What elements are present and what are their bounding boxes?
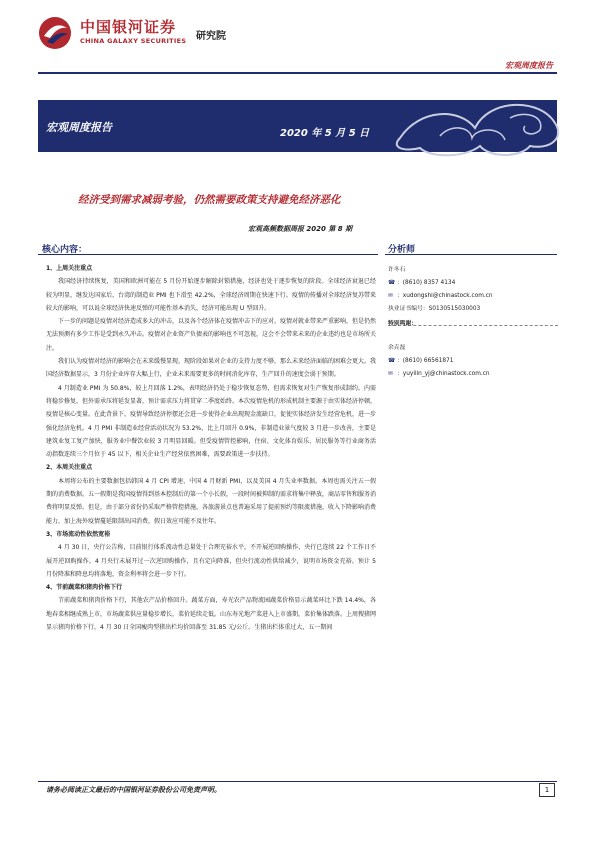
institute-label: 研究院 <box>196 31 226 42</box>
paragraph: 下一步的问题是疫情对经济造成多大的冲击，以及各个经济体在疫情冲击下的应对。疫情对就业带来严重影响，但是仍然无法预测有多少工作是受到永久冲击。疫情对企业资产负债表的影响也不可忽视，这会不会带来未来的企业违约也是市场所关注。 <box>46 318 377 352</box>
banner-title: 宏观周度报告 <box>46 121 112 134</box>
thanks-block <box>388 318 558 331</box>
contact-phone-row <box>388 355 558 368</box>
email-icon: ✉ <box>388 371 393 377</box>
section-heading: 3、市场流动性依然宽裕 <box>46 530 111 538</box>
paragraph: 我国经济持续恢复，美国和欧洲可能在 5 月份开始逐步解除封锁措施，经济也处于逐步恢复的阶段。全球经济衰退已经较为明显，继发达国家后，台湾的制造业 PMI 也下滑至 42.2%，全球经济周期在快速下行。疫情的传播对全球经济复苏带来较大的影响，可以说全球经济快速反弹的可能性基本消失，经济可能出现 U 型回升。 <box>46 278 376 312</box>
report-headline: 经济受到需求减弱考验，仍然需要政策支持避免经济恶化 <box>78 194 341 206</box>
contact-email[interactable]: ：yuyilin_yj@chinastock.com.cn <box>397 371 490 377</box>
analyst-email-row <box>388 290 558 303</box>
cert-number: S0130515030003 <box>428 306 481 312</box>
analyst-cert-row <box>388 303 558 316</box>
email-icon: ✉ <box>388 293 393 299</box>
core-content-title: 核心内容： <box>42 245 88 255</box>
analyst-title: 分析师 <box>388 245 416 255</box>
phone-icon: ☎ <box>388 358 396 364</box>
report-subtitle: 宏观高频数据周报 2020 第 8 期 <box>248 225 353 233</box>
analyst-email[interactable]: ：xudongshi@chinastock.com.cn <box>397 293 493 299</box>
analyst-phone-row <box>388 277 558 290</box>
analyst-block <box>388 264 558 316</box>
paragraph: 节前蔬菜和猪肉价格下行，其他农产品价格回升。蔬菜方面，寿光农产品物流园蔬菜价格显示蔬菜环比下跌 14.4%，各地春菜相继成熟上市，市场蔬菜供应量稳步增长，菜价延续走低。山东寿光地产菜进入上市盛期，菜价集体跌落。上周搜猪网显示猪肉价格下行，4 月 30 日全国瘦肉型猪出栏均价回落至 31.85 元/公斤。生猪出栏体重过大，五一期间 <box>46 597 377 632</box>
paragraph: 我们认为疫情对经济的影响会在未来缓慢显现，现阶段如果对企业的支持力度不够，那么未来经济面临的困难会更大。我国经济数据显示，3 月份企业库存大幅上行，企业未来需要更多的时间消化库存，生产回升的速度会弱于预期。 <box>46 358 377 379</box>
galaxy-logo-icon <box>38 16 72 50</box>
cert-label: 执业证书编号： <box>388 306 429 312</box>
disclaimer: 请务必阅读正文最后的中国银河证券股份公司免责声明。 <box>46 786 221 794</box>
footer-rule <box>38 781 557 782</box>
cloud-ornament-icon <box>380 88 570 168</box>
analyst-phone: ：(8610) 8357 4134 <box>397 280 456 286</box>
contact-phone: ：(8610) 66561871 <box>397 358 454 364</box>
section-heading: 4、节前蔬菜和猪肉价格下行 <box>46 584 123 592</box>
section-heading: 2、本周关注重点 <box>46 464 93 472</box>
doc-type-label: 宏观周度报告 <box>505 61 553 70</box>
contact-name: 余垚磊 <box>388 345 406 351</box>
thanks-title: 特别鸣谢： <box>388 321 417 327</box>
core-rule <box>38 254 378 255</box>
analyst-rule <box>385 254 557 255</box>
paragraph: 4 月制造业 PMI 为 50.8%，较上月回落 1.2%，表明经济仍处于稳步恢复态势，但需求恢复对生产恢复形成制约。内需将稳步修复，但外需承压将延发显著，预计需求压力将贯穿二季度始终。本次疫情危机的形成机制主要源于由实体经济停顿，疫情是核心变量。在此背景下，疫情导致经济停摆还会进一步使得企业出现现金流缺口，促使实体经济发生经营危机，进一步强化经济危机。4 月 PMI 非制造业经营活动状况为 53.2%，比上月回升 0.9%，非制造业景气度较 3 月进一步改善，主要是建筑业复工复产加快，服务业中餐饮业较 3 月明显回暖。但受疫情管控影响，住宿、文化体育娱乐、居民服务等行业商务活动指数连续三个月位于 45 以下，相关企业生产经营依然困难，需要政策进一步扶持。 <box>46 384 377 459</box>
logo-cn: 中国银河证券 <box>80 18 177 36</box>
analyst-name: 许冬石 <box>388 267 406 273</box>
core-content <box>46 262 376 634</box>
page-number: 1 <box>539 783 555 797</box>
logo-en: CHINA GALAXY SECURITIES <box>80 37 187 45</box>
paragraph: 本周将公布的主要数据包括韩国 4 月 CPI 增速、中国 4 月财新 PMI，以及美国 4 月失业率数据。本周也需关注五一假期的消费数据。五一假期是我国疫情得到基本控制后的第一个小长假，一段时间被抑制的需求将集中释放，商品零售和服务消费将明显反弹。但是，由于部分省份仍采取严格管控措施，各旅游景点也普遍采用了提前预约等限流措施，收入下降影响消费能力，加上海外疫情蔓延限制出国消费，假日效应可能不及往年。 <box>46 477 377 525</box>
report-date: 2020 年 5 月 5 日 <box>280 128 370 139</box>
paragraph: 4 月 30 日，央行公告称，目前银行体系流动性总量处于合理充裕水平，不开展逆回购操作，央行已连续 22 个工作日不展开逆回购操作。4 月央行未展开过一次逆回购操作，且有定向降准，但央行流动性供给减少，说明市场资金充裕。预计 5 月份降准和降息均将落地，资金利率将会进一步下行。 <box>46 544 376 578</box>
phone-icon: ☎ <box>388 280 396 286</box>
section-heading: 1、上周关注重点 <box>46 265 93 272</box>
header-rule <box>38 72 557 74</box>
contact-email-row <box>388 368 558 381</box>
contact-block <box>388 342 558 381</box>
